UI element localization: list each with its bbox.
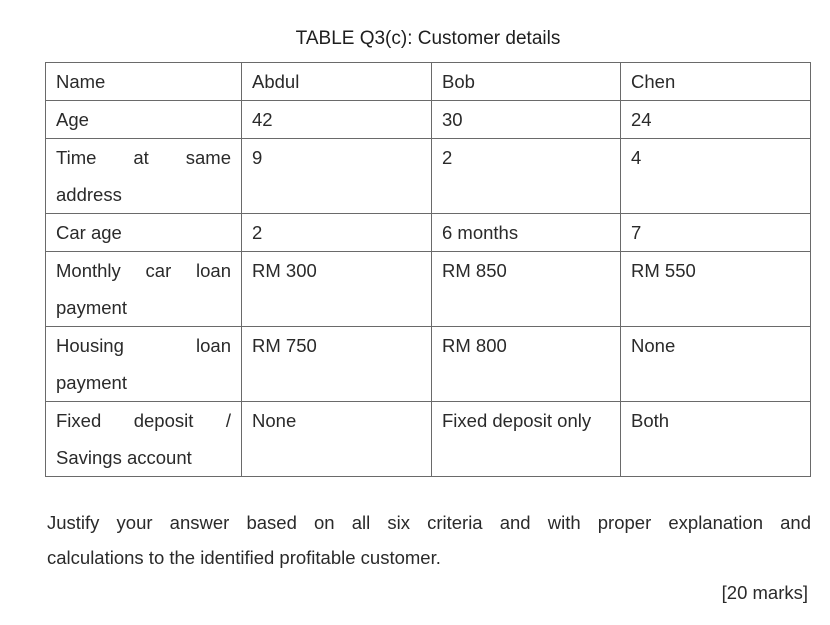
cell-bob-age: 30 bbox=[432, 101, 621, 139]
cell-abdul-deposit: None bbox=[242, 402, 432, 477]
table-row-housing-loan bbox=[46, 327, 811, 402]
marks-label: [20 marks] bbox=[721, 582, 808, 603]
table-row-age bbox=[46, 101, 811, 139]
table-header-row bbox=[46, 63, 811, 101]
header-cell-bob: Bob bbox=[432, 63, 621, 101]
instruction-line: calculations to the identified profitable customer. bbox=[47, 547, 441, 568]
cell-bob-car-loan: RM 850 bbox=[432, 252, 621, 327]
cell-chen-housing-loan: None bbox=[621, 327, 811, 402]
row-label-deposit bbox=[46, 402, 242, 477]
question-instruction bbox=[47, 505, 811, 575]
cell-chen-deposit: Both bbox=[621, 402, 811, 477]
cell-bob-time-at-address: 2 bbox=[432, 139, 621, 214]
row-label-car-loan bbox=[46, 252, 242, 327]
row-label-line: payment bbox=[56, 372, 127, 393]
cell-chen-time-at-address: 4 bbox=[621, 139, 811, 214]
cell-chen-car-loan: RM 550 bbox=[621, 252, 811, 327]
cell-bob-housing-loan: RM 800 bbox=[432, 327, 621, 402]
cell-chen-age: 24 bbox=[621, 101, 811, 139]
cell-abdul-housing-loan: RM 750 bbox=[242, 327, 432, 402]
cell-chen-car-age: 7 bbox=[621, 214, 811, 252]
row-label-time-at-address bbox=[46, 139, 242, 214]
row-label-line: Fixed deposit / bbox=[56, 410, 231, 431]
row-label-line: Housing loan bbox=[56, 335, 231, 356]
cell-bob-deposit: Fixed deposit only bbox=[432, 402, 621, 477]
cell-abdul-car-loan: RM 300 bbox=[242, 252, 432, 327]
cell-bob-car-age: 6 months bbox=[432, 214, 621, 252]
row-label-line: payment bbox=[56, 297, 127, 318]
table-row-car-loan bbox=[46, 252, 811, 327]
row-label-car-age: Car age bbox=[46, 214, 242, 252]
header-cell-name: Name bbox=[46, 63, 242, 101]
cell-abdul-car-age: 2 bbox=[242, 214, 432, 252]
table-row-deposit bbox=[46, 402, 811, 477]
row-label-age: Age bbox=[46, 101, 242, 139]
row-label-line: Savings account bbox=[56, 447, 192, 468]
cell-abdul-time-at-address: 9 bbox=[242, 139, 432, 214]
customer-details-table bbox=[45, 62, 811, 477]
header-cell-abdul: Abdul bbox=[242, 63, 432, 101]
header-cell-chen: Chen bbox=[621, 63, 811, 101]
table-row-car-age bbox=[46, 214, 811, 252]
row-label-line: Monthly car loan bbox=[56, 260, 231, 281]
cell-abdul-age: 42 bbox=[242, 101, 432, 139]
row-label-housing-loan bbox=[46, 327, 242, 402]
row-label-line: Time at same bbox=[56, 147, 231, 168]
row-label-line: address bbox=[56, 184, 122, 205]
table-caption: TABLE Q3(c): Customer details bbox=[295, 28, 561, 49]
table-row-time-at-address bbox=[46, 139, 811, 214]
instruction-line: Justify your answer based on all six criteria and with proper explanation and bbox=[47, 512, 811, 533]
